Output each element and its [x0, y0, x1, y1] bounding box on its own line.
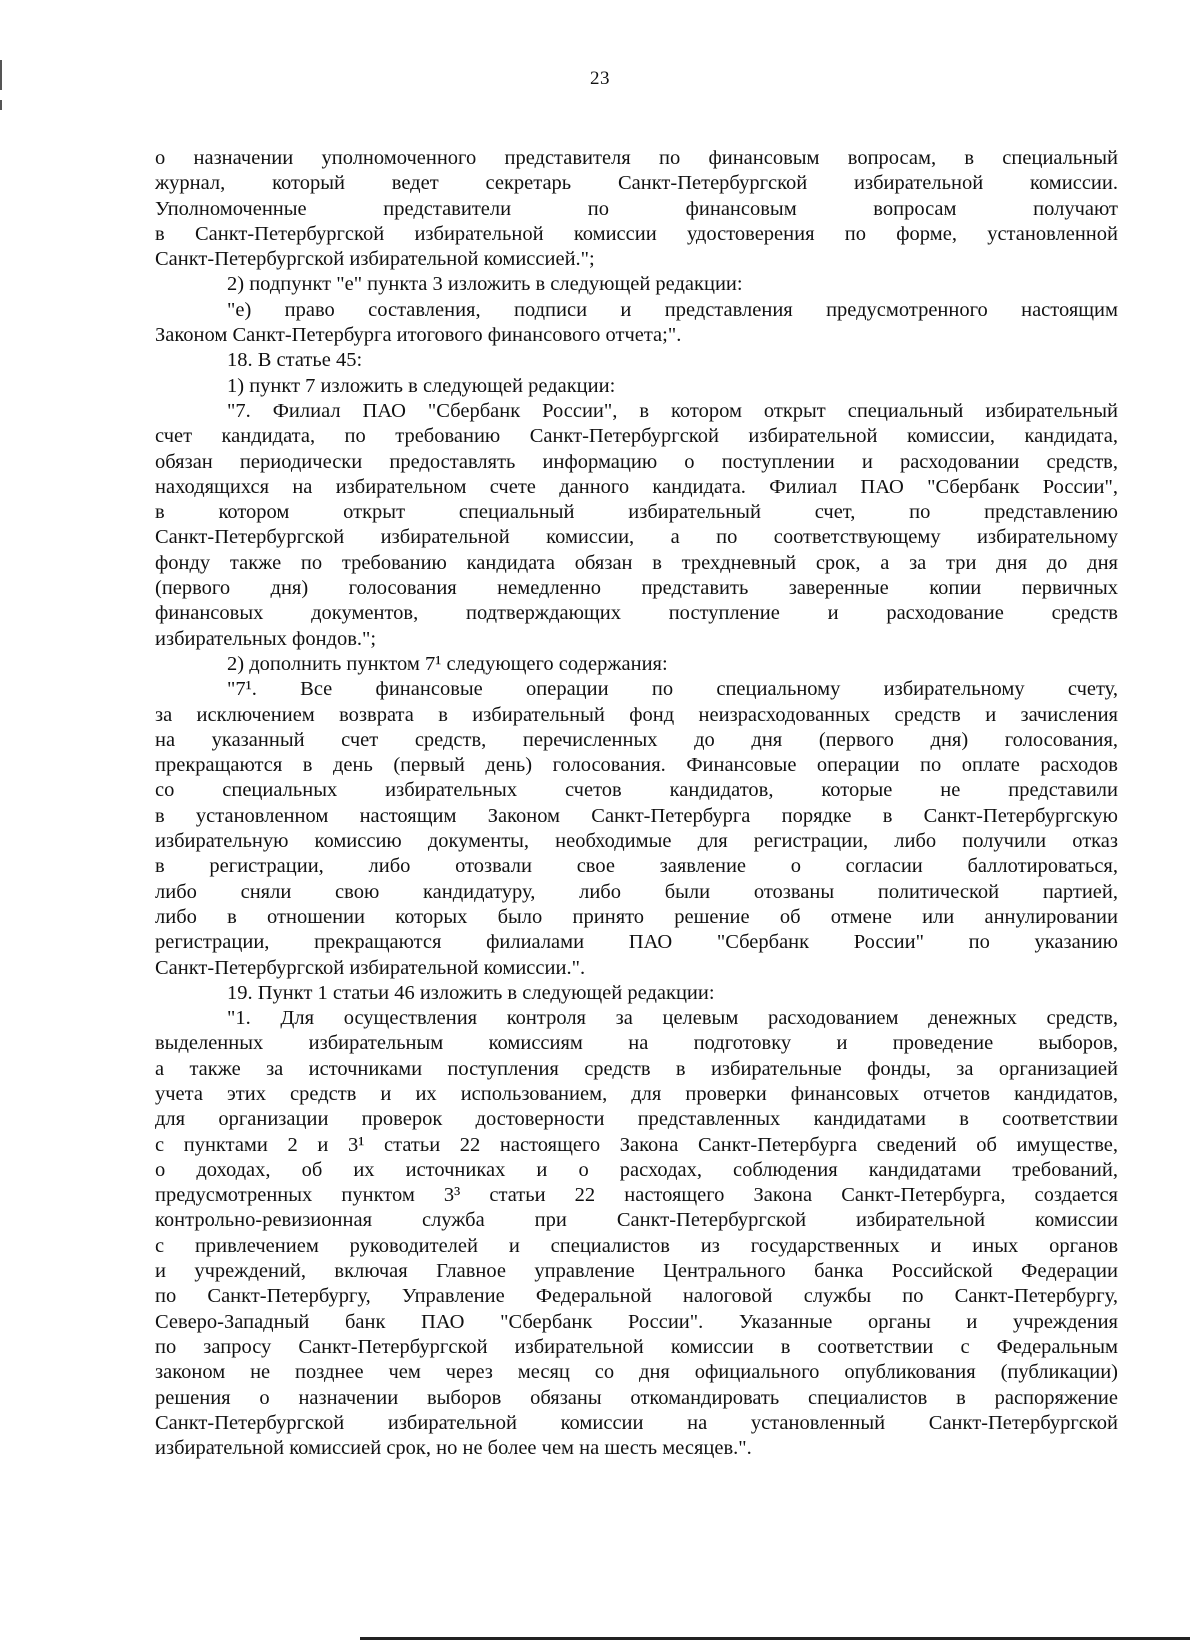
text-line: 19. Пункт 1 статьи 46 изложить в следующей редакции:	[227, 981, 715, 1004]
text-line: с пунктами 2 и 3¹ статьи 22 настоящего Закона Санкт-Петербурга сведений об имуществе,	[155, 1133, 1118, 1156]
scan-edge-mark	[0, 100, 2, 110]
text-line: прекращаются в день (первый день) голосования. Финансовые операции по оплате расходов	[155, 754, 1118, 777]
text-line: решения о назначении выборов обязаны откомандировать специалистов в распоряжение	[155, 1386, 1118, 1409]
page-bottom-rule	[360, 1637, 1190, 1640]
text-line: на указанный счет средств, перечисленных до дня (первого дня) голосования,	[155, 728, 1118, 751]
text-line: фонду также по требованию кандидата обязан в трехдневный срок, а за три дня до дня	[155, 551, 1118, 574]
text-line: регистрации, прекращаются филиалами ПАО "Сбербанк России" по указанию	[155, 931, 1118, 954]
text-line: в котором открыт специальный избирательный счет, по представлению	[155, 501, 1118, 524]
text-line: 2) дополнить пунктом 7¹ следующего содержания:	[227, 652, 668, 675]
text-line: Законом Санкт-Петербурга итогового финансового отчета;".	[155, 324, 682, 347]
text-line: 18. В статье 45:	[227, 349, 363, 372]
text-line: 2) подпункт "е" пункта 3 изложить в следующей редакции:	[227, 273, 743, 296]
text-line: о доходах, об их источниках и о расходах, соблюдения кандидатами требований,	[155, 1158, 1118, 1181]
text-line: по запросу Санкт-Петербургской избирательной комиссии в соответствии с Федеральным	[155, 1335, 1118, 1358]
text-line: "7. Филиал ПАО "Сбербанк России", в котором открыт специальный избирательный	[227, 399, 1118, 422]
text-line: обязан периодически предоставлять информацию о поступлении и расходовании средств,	[155, 450, 1118, 473]
text-line: "7¹. Все финансовые операции по специальному избирательному счету,	[227, 678, 1118, 701]
text-line: избирательную комиссию документы, необходимые для регистрации, либо получили отказ	[155, 830, 1118, 853]
text-line: со специальных избирательных счетов кандидатов, которые не представили	[155, 779, 1118, 802]
text-line: учета этих средств и их использованием, для проверки финансовых отчетов кандидатов,	[155, 1082, 1118, 1105]
text-line: 1) пункт 7 изложить в следующей редакции:	[227, 374, 616, 397]
text-line: избирательных фондов.";	[155, 627, 377, 650]
text-line: о назначении уполномоченного представителя по финансовым вопросам, в специальный	[155, 147, 1118, 169]
text-line: либо сняли свою кандидатуру, либо были отозваны политической партией,	[155, 880, 1118, 903]
text-line: избирательной комиссией срок, но не более чем на шесть месяцев.".	[155, 1437, 752, 1460]
text-line: контрольно-ревизионная служба при Санкт-Петербургской избирательной комиссии	[155, 1209, 1118, 1232]
text-line: в установленном настоящим Законом Санкт-Петербурга порядке в Санкт-Петербургскую	[155, 804, 1118, 827]
text-line: "е) право составления, подписи и представления предусмотренного настоящим	[227, 298, 1118, 321]
text-line: выделенных избирательным комиссиям на подготовку и проведение выборов,	[155, 1032, 1118, 1055]
text-line: Санкт-Петербургской избирательной комиссии, а по соответствующему избирательному	[155, 526, 1118, 549]
text-line: с привлечением руководителей и специалистов из государственных и иных органов	[155, 1234, 1118, 1257]
text-line: по Санкт-Петербургу, Управление Федеральной налоговой службы по Санкт-Петербургу,	[155, 1285, 1118, 1308]
text-line: Санкт-Петербургской избирательной комиссии на установленный Санкт-Петербургской	[155, 1411, 1118, 1434]
text-line: счет кандидата, по требованию Санкт-Петербургской избирательной комиссии, кандидата,	[155, 425, 1118, 448]
text-line: для организации проверок достоверности представленных кандидатами в соответствии	[155, 1108, 1118, 1131]
text-line: Северо-Западный банк ПАО "Сбербанк России". Указанные органы и учреждения	[155, 1310, 1118, 1333]
text-line: журнал, который ведет секретарь Санкт-Петербургской избирательной комиссии.	[155, 172, 1118, 195]
text-line: находящихся на избирательном счете данного кандидата. Филиал ПАО "Сбербанк России",	[155, 475, 1118, 498]
document-body	[155, 146, 1118, 1461]
text-line: и учреждений, включая Главное управление Центрального банка Российской Федерации	[155, 1260, 1118, 1283]
text-line: за исключением возврата в избирательный фонд неизрасходованных средств и зачисления	[155, 703, 1118, 726]
text-line: "1. Для осуществления контроля за целевым расходованием денежных средств,	[227, 1007, 1118, 1030]
text-line: Санкт-Петербургской избирательной комиссией.";	[155, 248, 595, 271]
text-line: (первого дня) голосования немедленно представить заверенные копии первичных	[155, 577, 1118, 600]
text-line: в регистрации, либо отозвали свое заявление о согласии баллотироваться,	[155, 855, 1118, 878]
page-number: 23	[590, 68, 610, 89]
text-line: Санкт-Петербургской избирательной комиссии.".	[155, 956, 586, 979]
text-line: в Санкт-Петербургской избирательной комиссии удостоверения по форме, установленной	[155, 222, 1118, 245]
text-line: предусмотренных пунктом 3³ статьи 22 настоящего Закона Санкт-Петербурга, создается	[155, 1184, 1118, 1207]
text-line: законом не позднее чем через месяц со дня официального опубликования (публикации)	[155, 1361, 1118, 1384]
text-line: финансовых документов, подтверждающих поступление и расходование средств	[155, 602, 1118, 625]
text-line: либо в отношении которых было принято решение об отмене или аннулировании	[155, 905, 1118, 928]
text-line: а также за источниками поступления средств в избирательные фонды, за организацией	[155, 1057, 1118, 1080]
text-line: Уполномоченные представители по финансовым вопросам получают	[155, 197, 1118, 220]
